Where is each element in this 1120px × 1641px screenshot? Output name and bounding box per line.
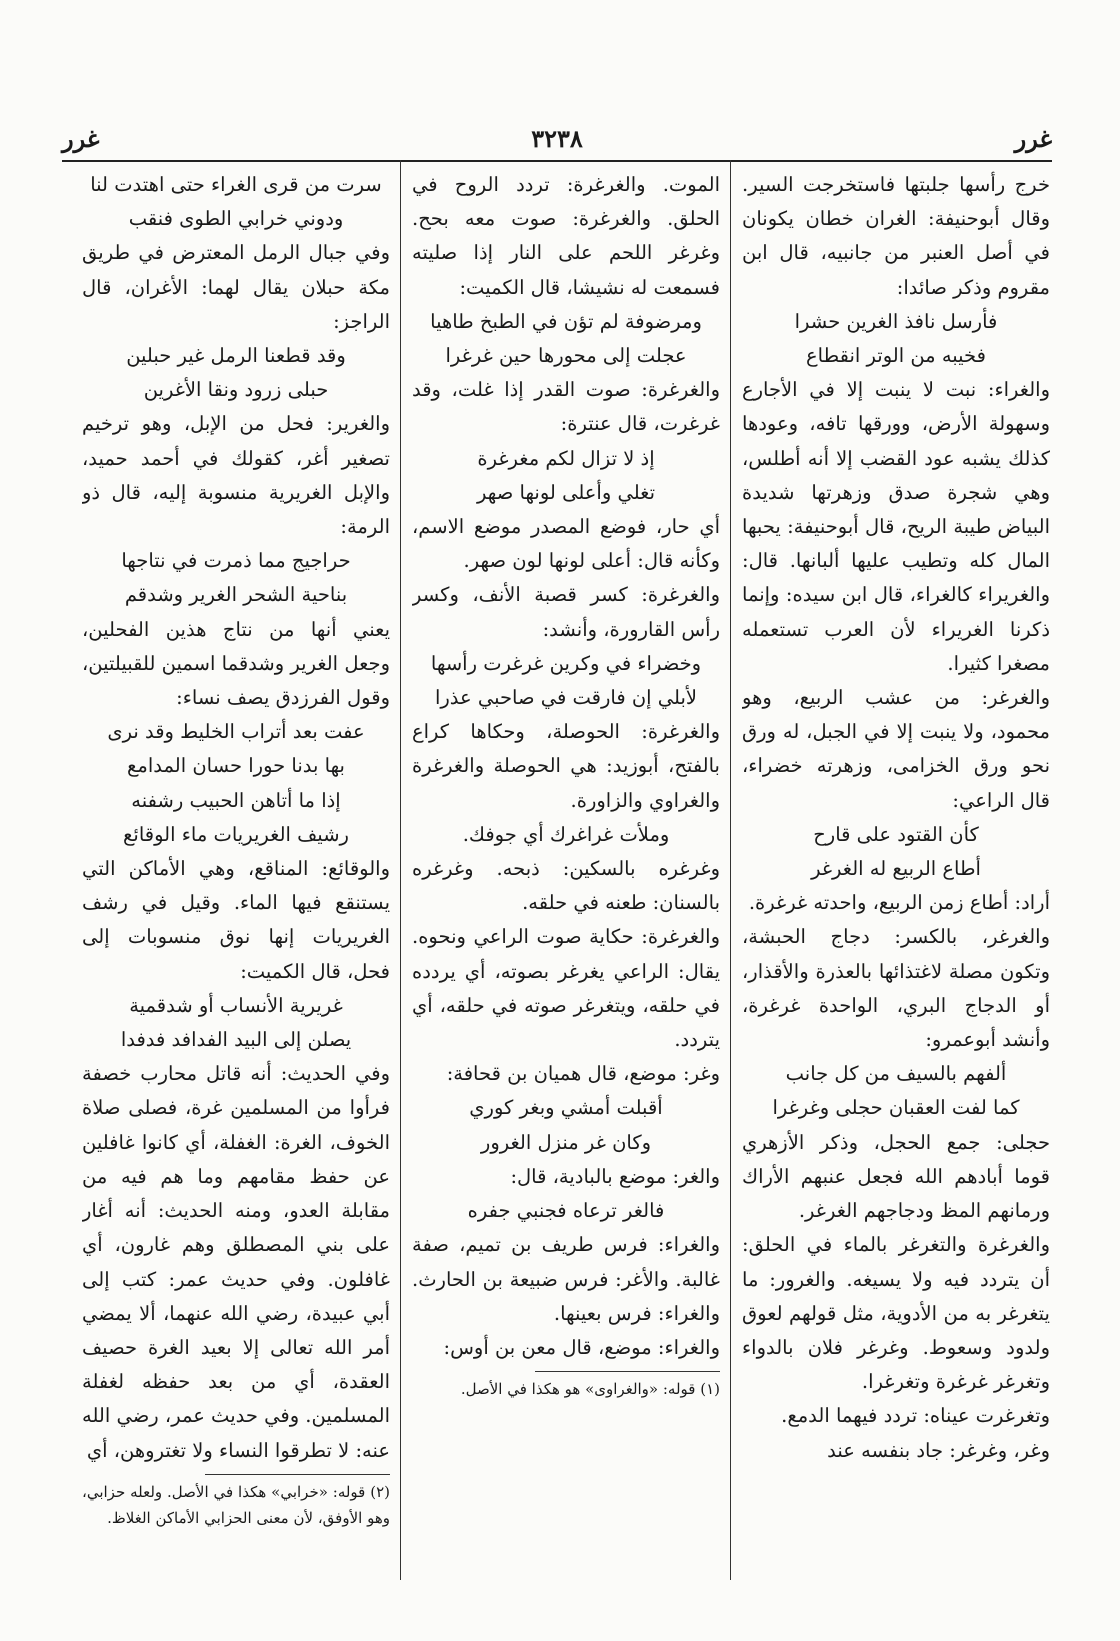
footnote: (١) قوله: «والغراوى» هو هكذا في الأصل. bbox=[460, 1380, 720, 1399]
verse-line: يصلن إلى البيد الفدافد فدفدا bbox=[120, 1028, 352, 1052]
verse-line: عفت بعد أتراب الخليط وقد نرى bbox=[107, 720, 365, 744]
verse-line: ألفهم بالسيف من كل جانب bbox=[785, 1062, 1007, 1086]
paragraph: أراد: أطاع زمن الربيع، واحدته غرغرة. bbox=[748, 891, 1050, 915]
paragraph: وفي الحديث: أنه قاتل محارب خصفة فرأوا من المسلمين غرة، فصلى صلاة الخوف، الغرة: الغفلة، أي كانوا غافلين عن حفظ مقامهم وما هم فيه من مقابلة العدو، ومنه الحديث: أنه أغار على بني المصطلق وهم غارون، أي غافلون. وفي حديث عمر: كتب إلى أبي عبيدة، رضي الله عنهما، ألا يمضي أمر الله تعالى إلا بعيد الغرة حصيف العقدة، أي من بعد حفظه لغفلة المسلمين. وفي حديث عمر، رضي الله عنه: لا تطرقوا النساء ولا تغتروهن، أي bbox=[82, 1062, 390, 1462]
paragraph: خرج رأسها جلبتها فاستخرجت السير. وقال أبوحنيفة: الغران خطان يكونان في أصل العنبر من جانبيه، قال ابن مقروم وذكر صائدا: bbox=[742, 173, 1050, 299]
verse-line: وخضراء في وكرين غرغرت رأسها bbox=[430, 651, 702, 675]
footnote: (٢) قوله: «خرابي» هكذا في الأصل. ولعله حزابي، وهو الأوفق، لأن معنى الحزابي الأماكن الغلاظ. bbox=[82, 1482, 390, 1527]
paragraph: والغراء: موضع، قال معن بن أوس: bbox=[443, 1335, 720, 1359]
column-right bbox=[742, 168, 1050, 1608]
verse-line: فخيبه من الوتر انقطاع bbox=[806, 344, 986, 368]
footnote-rule bbox=[535, 1371, 720, 1372]
paragraph: والغرغرة: حكاية صوت الراعي ونحوه. يقال: الراعي يغرغر بصوته، أي يردده في حلقه، ويتغرغر صوته في حلقه، أي يتردد. bbox=[412, 925, 720, 1052]
paragraph: والغرغرة: صوت القدر إذا غلت، وقد غرغرت، قال عنترة: bbox=[412, 378, 720, 436]
verse-line: إذا ما أتاهن الحبيب رشفنه bbox=[131, 788, 341, 812]
verse-line: ودوني خرابي الطوى فنقب bbox=[128, 207, 344, 231]
paragraph: وفي جبال الرمل المعترض في طريق مكة حبلان يقال لهما: الأغران، قال الراجز: bbox=[82, 241, 390, 333]
verse-line: وقد قطعنا الرمل غير حبلين bbox=[126, 344, 346, 368]
paragraph: وغر: موضع، قال هميان بن قحافة: bbox=[446, 1062, 720, 1086]
paragraph: وغرغره بالسكين: ذبحه. وغرغره بالسنان: طعنه في حلقه. bbox=[412, 857, 720, 915]
verse-line: أقبلت أمشي وبغر كوري bbox=[469, 1096, 663, 1120]
verse-line: ومرضوفة لم تؤن في الطبخ طاهيا bbox=[430, 309, 702, 333]
column-separator bbox=[400, 160, 401, 1580]
paragraph: يعني أنها من نتاج هذين الفحلين، وجعل الغرير وشدقما اسمين للقبيلتين، وقول الفرزدق يصف نساء: bbox=[82, 617, 390, 710]
verse-line: فأرسل نافذ الغرين حشرا bbox=[794, 309, 998, 333]
paragraph: والغرغر، بالكسر: دجاج الحبشة، وتكون مصلة لاغتذائها بالعذرة والأقذار، أو الدجاج البري، الواحدة غرغرة، وأنشد أبوعمرو: bbox=[742, 925, 1050, 1052]
verse-line: فالغر ترعاه فجنبي جفره bbox=[467, 1199, 665, 1223]
verse-line: عجلت إلى محورها حين غرغرا bbox=[445, 344, 687, 368]
verse-line: لأبلي إن فارقت في صاحبي عذرا bbox=[434, 686, 698, 710]
paragraph: الموت. والغرغرة: تردد الروح في الحلق. والغرغرة: صوت معه بحح. وغرغر اللحم على النار إذا صليته فسمعت له نشيشا، قال الكميت: bbox=[412, 173, 720, 299]
paragraph: والغرغرة: الحوصلة، وحكاها كراع بالفتح، أبوزيد: هي الحوصلة والغرغرة والغراوي والزاورة. bbox=[412, 720, 720, 812]
header-entry-word-right: غرر bbox=[1014, 123, 1052, 153]
column-middle bbox=[412, 168, 720, 1608]
verse-line: وكان غر منزل الغرور bbox=[480, 1130, 652, 1154]
verse-line: بها بدنا حورا حسان المدامع bbox=[127, 754, 345, 778]
paragraph: وغر، وغرغر: جاد بنفسه عند bbox=[827, 1438, 1050, 1462]
verse-line: غريرية الأنساب أو شدقمية bbox=[129, 993, 343, 1017]
verse-line: بناحية الشحر الغرير وشدقم bbox=[124, 583, 348, 607]
verse-line: وملأت غراغرك أي جوفك. bbox=[462, 822, 670, 846]
verse-line: سرت من قرى الغراء حتى اهتدت لنا bbox=[90, 173, 382, 196]
paragraph: والغرغر: من عشب الربيع، وهو محمود، ولا ينبت إلا في الجبل، له ورق نحو ورق الخزامى، وزهرته خضراء، قال الراعي: bbox=[742, 686, 1050, 812]
verse-line: أطاع الربيع له الغرغر bbox=[811, 857, 981, 881]
verse-line: رشيف الغريريات ماء الوقائع bbox=[123, 822, 349, 846]
footnote-rule bbox=[205, 1474, 390, 1475]
verse-line: حبلى زرود ونقا الأغرين bbox=[143, 378, 329, 402]
verse-line: حراجيج مما ذمرت في نتاجها bbox=[121, 549, 351, 573]
header-entry-word-left: غرر bbox=[62, 123, 100, 153]
paragraph: حجلى: جمع الحجل، وذكر الأزهري قوما أبادهم الله فجعل عنبهم الأراك ورمانهم المظ ودجاجهم الغرغر. bbox=[742, 1130, 1050, 1223]
paragraph: وتغرغرت عيناه: تردد فيهما الدمع. bbox=[781, 1404, 1050, 1428]
verse-line: تغلي وأعلى لونها صهر bbox=[477, 480, 655, 504]
paragraph: والغرغرة: كسر قصبة الأنف، وكسر رأس القارورة، وأنشد: bbox=[412, 583, 720, 641]
verse-line: كما لفت العقبان حجلى وغرغرا bbox=[772, 1096, 1020, 1120]
column-separator bbox=[730, 160, 731, 1580]
verse-line: كأن القتود على قارح bbox=[813, 822, 979, 846]
paragraph: والغراء: فرس طريف بن تميم، صفة غالبة. والأغر: فرس ضبيعة بن الحارث. والغراء: فرس بعينها. bbox=[412, 1233, 720, 1325]
paragraph: والغرغرة والتغرغر بالماء في الحلق: أن يتردد فيه ولا يسيغه. والغرور: ما يتغرغر به من الأدوية، مثل قولهم لعوق ولدود وسعوط. وغرغر فلان بالدواء وتغرغر غرغرة وتغرغرا. bbox=[742, 1233, 1050, 1394]
paragraph: والغر: موضع بالبادية، قال: bbox=[510, 1164, 720, 1188]
column-left bbox=[82, 168, 390, 1608]
paragraph: والوقائع: المناقع، وهي الأماكن التي يستنقع فيها الماء. وقيل في رشف الغريريات إنها نوق منسوبات إلى فحل، قال الكميت: bbox=[82, 857, 390, 983]
paragraph: والغراء: نبت لا ينبت إلا في الأجارع وسهولة الأرض، وورقها تافه، وعودها كذلك يشبه عود القضب إلا أنه أطلس، وهي شجرة صدق وزهرتها شديدة البياض طيبة الريح، قال أبوحنيفة: يحبها المال كله وتطيب عليها ألبانها. قال: والغريراء كالغراء، قال ابن سيده: وإنما ذكرنا الغريراء لأن العرب تستعمله مصغرا كثيرا. bbox=[742, 378, 1050, 675]
page-number: ٣٢٣٨ bbox=[531, 123, 583, 153]
verse-line: إذ لا تزال لكم مغرغرة bbox=[477, 446, 655, 470]
paragraph: أي حار، فوضع المصدر موضع الاسم، وكأنه قال: أعلى لونها لون صهر. bbox=[412, 515, 720, 573]
page-header bbox=[62, 120, 1052, 156]
paragraph: والغرير: فحل من الإبل، وهو ترخيم تصغير أغر، كقولك في أحمد حميد، والإبل الغريرية منسوبة إليه، قال ذو الرمة: bbox=[82, 412, 390, 539]
header-rule bbox=[62, 160, 1052, 162]
